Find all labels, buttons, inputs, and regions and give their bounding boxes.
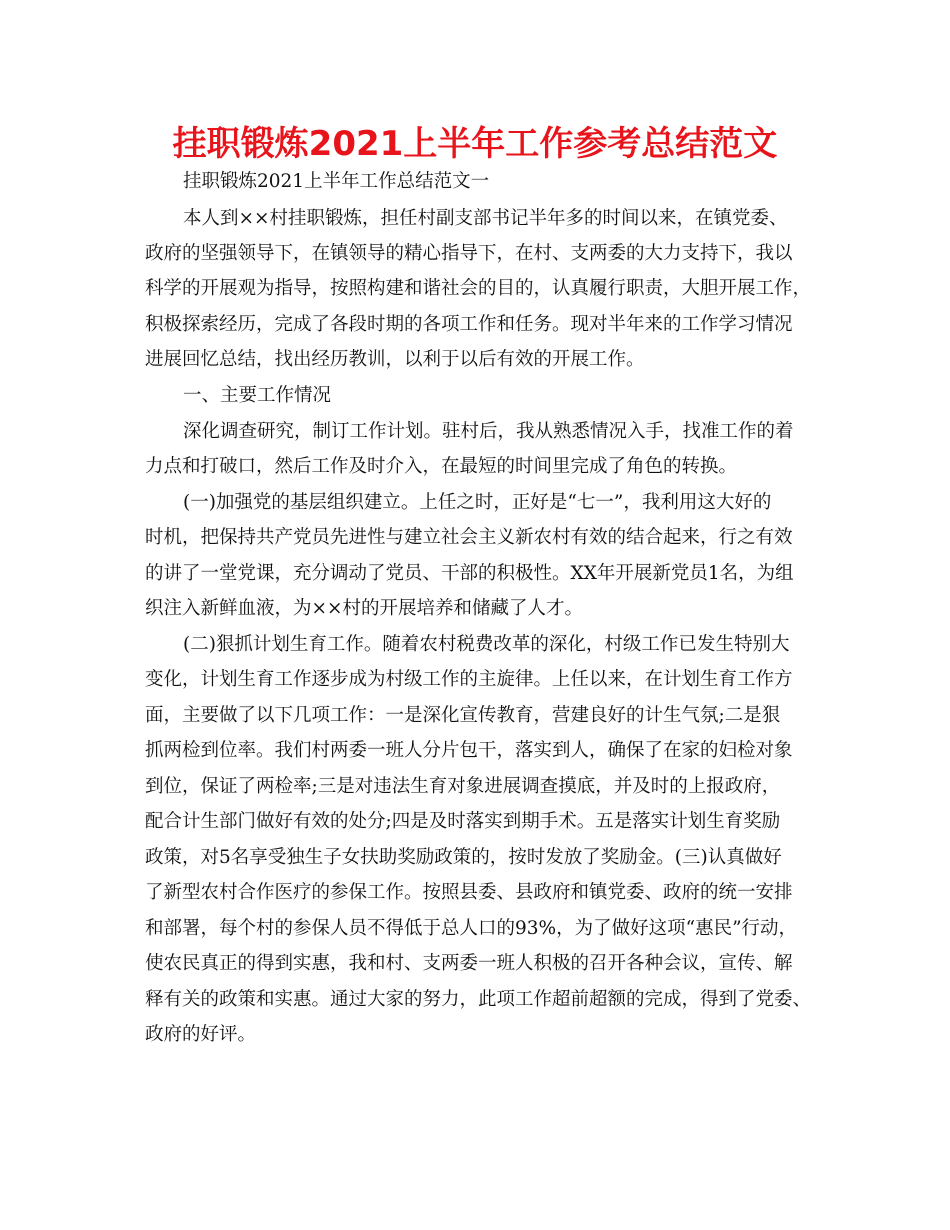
- text-line-2: 政府的坚强领导下，在镇领导的精心指导下，在村、支两委的大力支持下，我以: [145, 243, 793, 264]
- section-heading: 一、主要工作情况: [183, 385, 332, 406]
- text-line-3: 科学的开展观为指导，按照构建和谐社会的目的，认真履行职责，大胆开展工作，: [145, 278, 812, 299]
- text-line-11: 的讲了一堂党课，充分调动了党员、干部的积极性。XX年开展新党员1名，为组: [145, 563, 794, 584]
- text-line-23: 释有关的政策和实惠。通过大家的努力，此项工作超前超额的完成，得到了党委、: [145, 989, 812, 1010]
- text-line-4: 积极探索经历，完成了各段时期的各项工作和任务。现对半年来的工作学习情况: [145, 314, 793, 335]
- text-line-24: 政府的好评。: [145, 1024, 257, 1045]
- document-title: 挂职锻炼2021上半年工作参考总结范文: [172, 124, 778, 164]
- text-line-18: 配合计生部门做好有效的处分;四是及时落实到期手术。五是落实计划生育奖励: [145, 811, 781, 832]
- text-line-13: (二)狠抓计划生育工作。随着农村税费改革的深化，村级工作已发生特别大: [183, 634, 790, 655]
- text-line-5: 进展回忆总结，找出经历教训，以利于以后有效的开展工作。: [145, 349, 645, 370]
- text-line-14: 变化，计划生育工作逐步成为村级工作的主旋律。上任以来，在计划生育工作方: [145, 669, 793, 690]
- text-line-22: 使农民真正的得到实惠，我和村、支两委一班人积极的召开各种会议，宣传、解: [145, 953, 793, 974]
- text-line-21: 和部署，每个村的参保人员不得低于总人口的93%，为了做好这项“惠民”行动，: [145, 918, 798, 939]
- text-line-15: 面，主要做了以下几项工作：一是深化宣传教育，营建良好的计生气氛;二是狠: [145, 705, 781, 726]
- text-line-19: 政策，对5名享受独生子女扶助奖励政策的，按时发放了奖励金。(三)认真做好: [145, 847, 782, 868]
- text-line-20: 了新型农村合作医疗的参保工作。按照县委、县政府和镇党委、政府的统一安排: [145, 882, 793, 903]
- text-line-16: 抓两检到位率。我们村两委一班人分片包干，落实到人，确保了在家的妇检对象: [145, 740, 793, 761]
- text-line-9: (一)加强党的基层组织建立。上任之时，正好是“七一”，我利用这大好的: [183, 492, 772, 513]
- text-line-10: 时机，把保持共产党员先进性与建立社会主义新农村有效的结合起来，行之有效: [145, 527, 793, 548]
- text-line-12: 织注入新鲜血液，为××村的开展培养和储藏了人才。: [145, 598, 584, 619]
- subtitle-line: 挂职锻炼2021上半年工作总结范文一: [183, 171, 490, 192]
- text-line-7: 深化调查研究，制订工作计划。驻村后，我从熟悉情况入手，找准工作的着: [183, 421, 794, 442]
- text-line-8: 力点和打破口，然后工作及时介入，在最短的时间里完成了角色的转换。: [145, 456, 738, 477]
- text-line-17: 到位，保证了两检率;三是对违法生育对象进展调查摸底，并及时的上报政府，: [145, 776, 781, 797]
- text-line-1: 本人到××村挂职锻炼，担任村副支部书记半年多的时间以来，在镇党委、: [183, 208, 788, 229]
